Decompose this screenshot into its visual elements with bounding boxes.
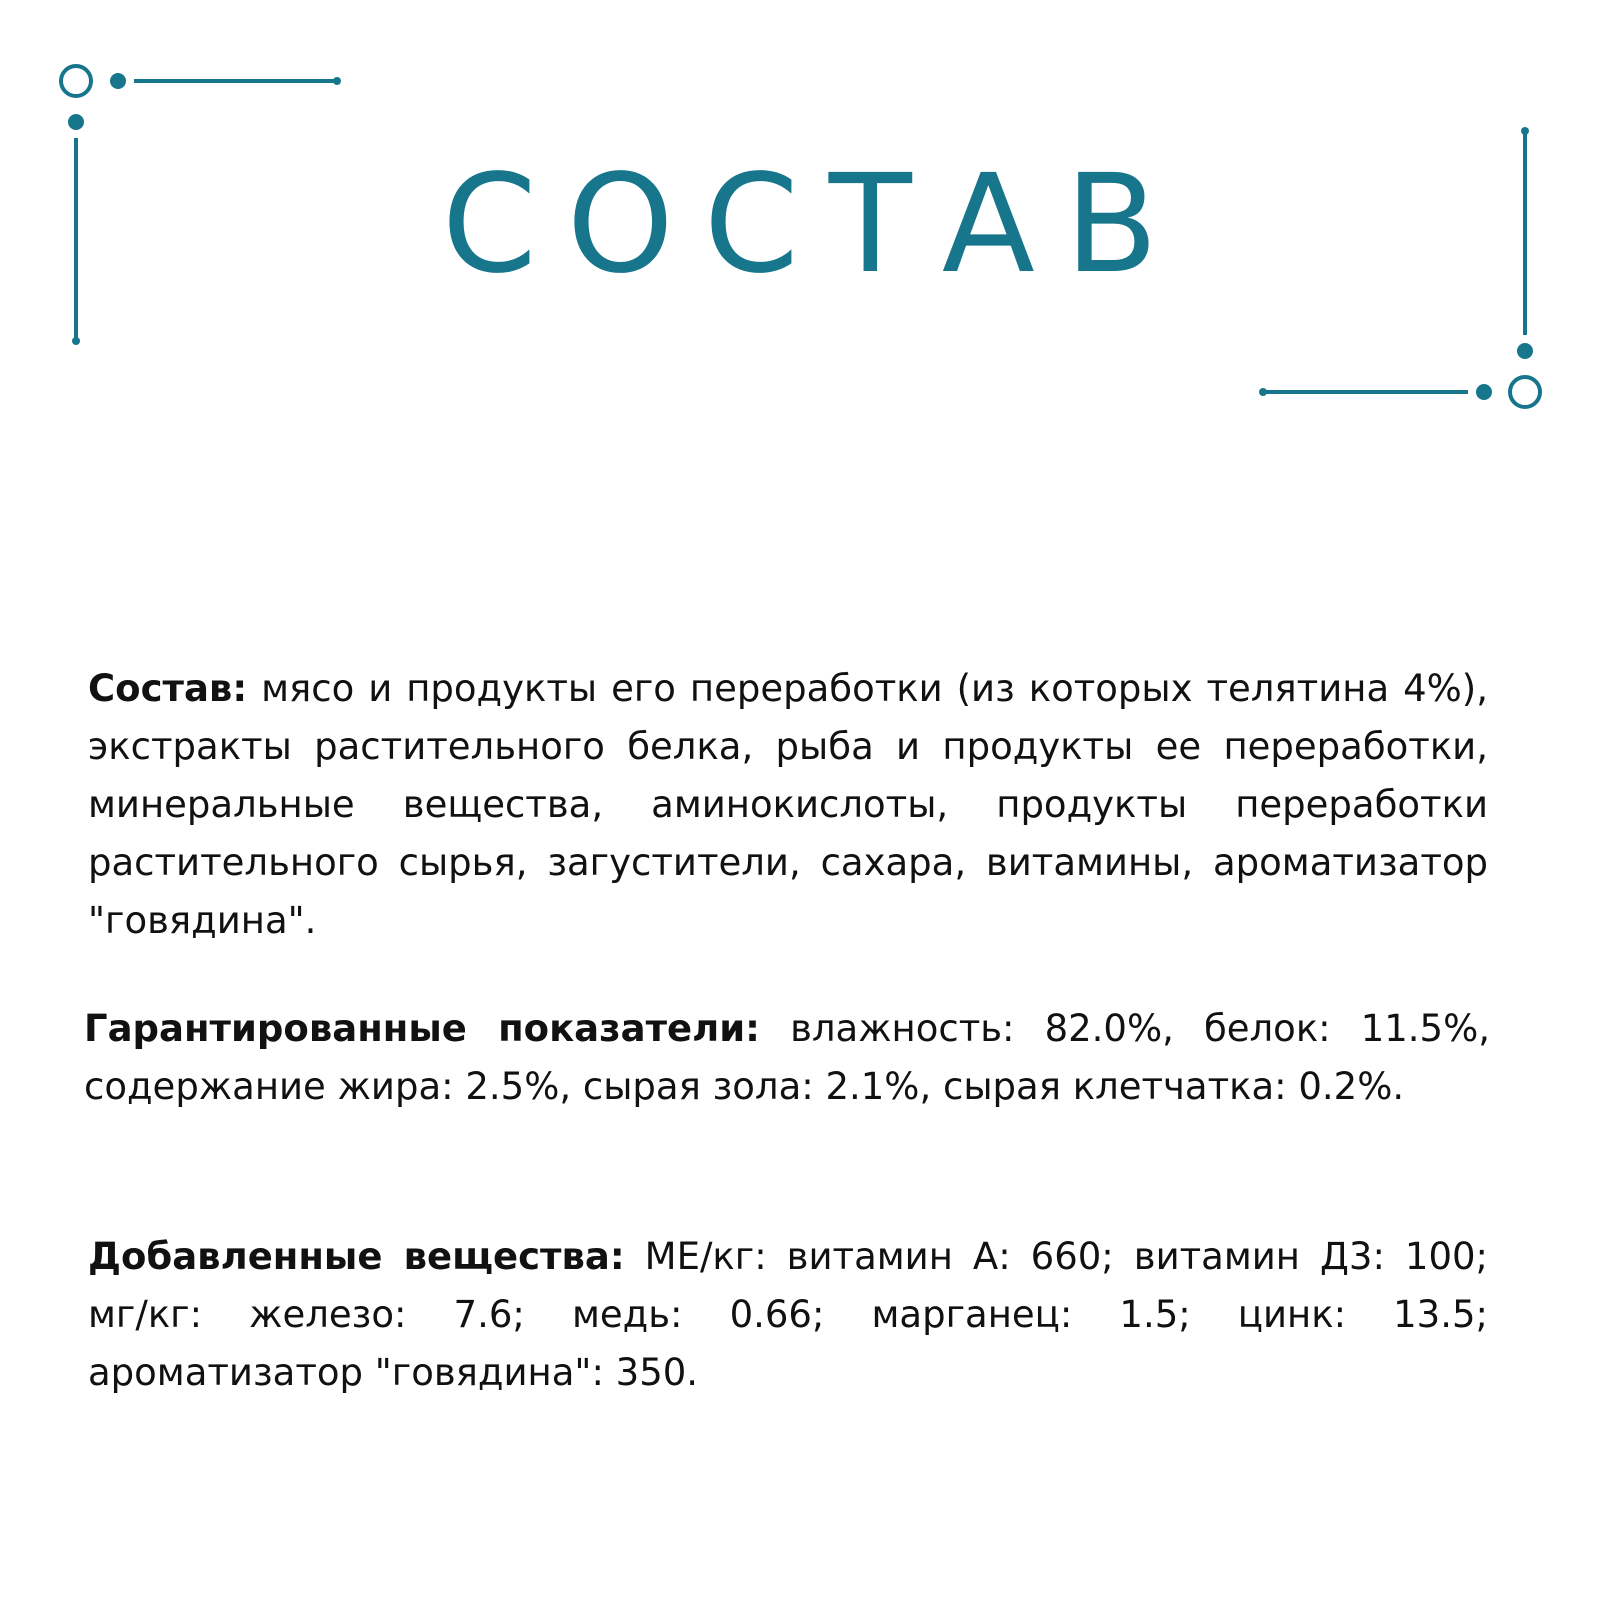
- page-title: СОСТАВ: [441, 146, 1189, 304]
- top-left-dot-icon: [110, 73, 126, 89]
- top-left-vline-end-dot: [72, 337, 80, 345]
- composition-label: Состав:: [88, 667, 248, 710]
- additives-paragraph: [88, 1228, 1488, 1402]
- bottom-right-dot2-icon: [1476, 384, 1492, 400]
- additives-label: Добавленные вещества:: [88, 1235, 625, 1278]
- additives-text: МЕ/кг: витамин А: 660; витамин Д3: 100; мг/кг: железо: 7.6; медь: 0.66; марганец: 1.5; цинк: 13.5; ароматизатор "говядина": 350.: [88, 1235, 1488, 1394]
- top-left-dot2-icon: [68, 114, 84, 130]
- guaranteed-text: влажность: 82.0%, белок: 11.5%, содержание жира: 2.5%, сырая зола: 2.1%, сырая клетчатка: 0.2%.: [84, 1007, 1491, 1108]
- composition-paragraph: [88, 660, 1488, 950]
- top-left-line-end-dot: [333, 77, 341, 85]
- guaranteed-paragraph: [84, 1000, 1490, 1116]
- guaranteed-label: Гарантированные показатели:: [84, 1007, 760, 1050]
- bottom-right-ring-icon: [1510, 377, 1540, 407]
- bottom-right-dot-icon: [1517, 343, 1533, 359]
- top-left-ring-icon: [61, 66, 91, 96]
- composition-text: мясо и продукты его переработки (из которых телятина 4%), экстракты растительного белка, рыба и продукты ее переработки, минеральные вещества, аминокислоты, продукты переработки растительного сырья, загустители, сахара, витамины, ароматизатор "говядина".: [88, 667, 1489, 942]
